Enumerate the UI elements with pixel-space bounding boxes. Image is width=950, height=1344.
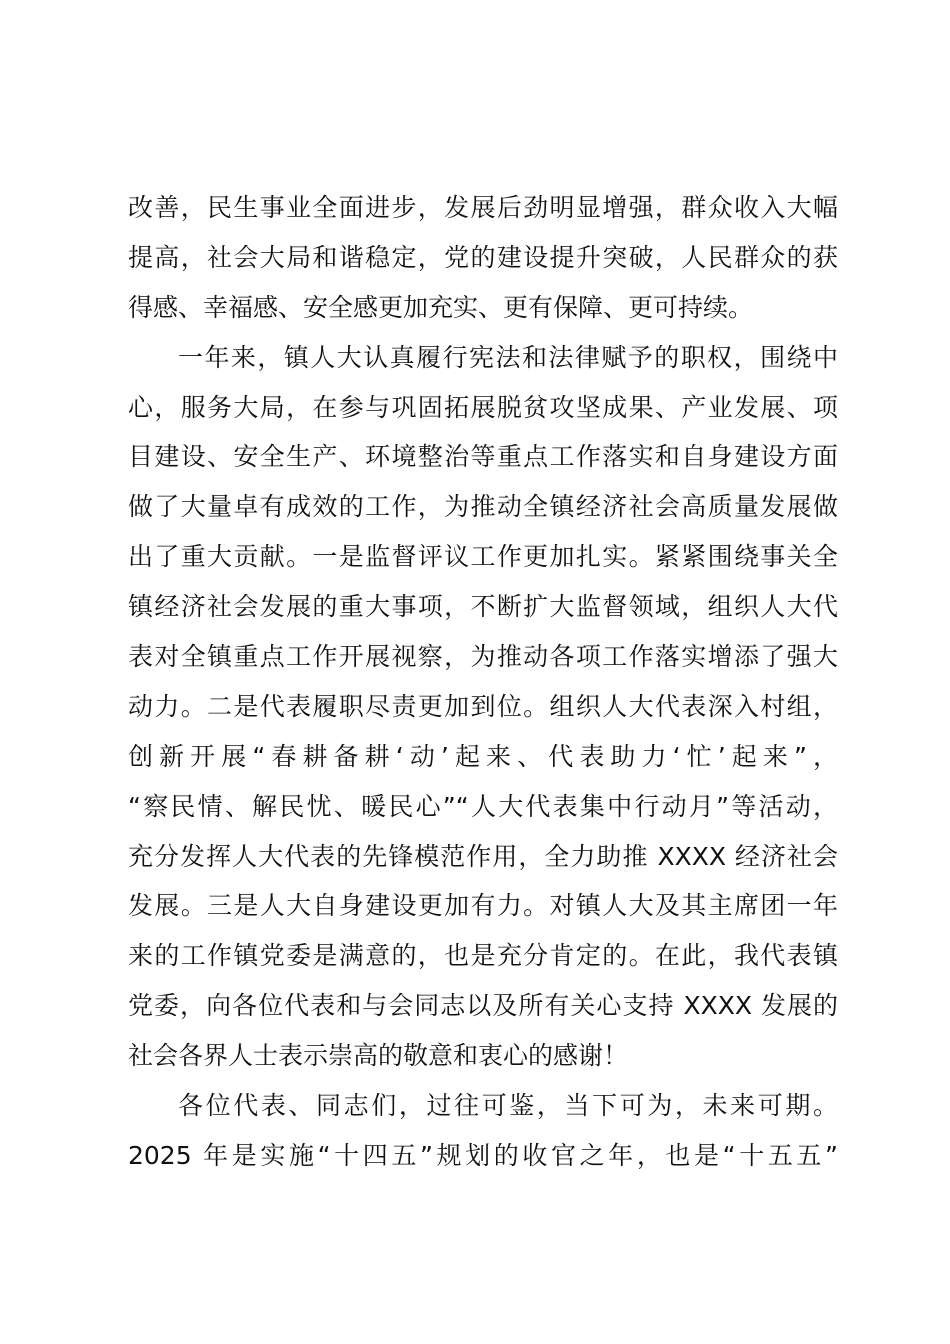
paragraph-first-line: 各位代表、同志们，过往可鉴，当下可为，未来可期。 [178, 1091, 838, 1121]
text-line: 充分发挥人大代表的先锋模范作用，全力助推 XXXX 经济社会 [128, 841, 838, 871]
text-line: 做了大量卓有成效的工作，为推动全镇经济社会高质量发展做 [128, 492, 838, 522]
text-line: 提高，社会大局和谐稳定，党的建设提升突破，人民群众的获 [128, 242, 838, 272]
paragraph-first-line: 一年来，镇人大认真履行宪法和法律赋予的职权，围绕中 [178, 342, 838, 372]
document-body [128, 183, 838, 1181]
text-line: 镇经济社会发展的重大事项，不断扩大监督领域，组织人大代 [128, 592, 838, 622]
text-line: 目建设、安全生产、环境整治等重点工作落实和自身建设方面 [128, 442, 838, 472]
text-line: 心，服务大局，在参与巩固拓展脱贫攻坚成果、产业发展、项 [128, 392, 838, 422]
text-line: 创新开展“春耕备耕‘动’起来、代表助力‘忙’起来”， [128, 741, 838, 771]
text-line: 改善，民生事业全面进步，发展后劲明显增强，群众收入大幅 [128, 193, 838, 222]
text-line: 来的工作镇党委是满意的，也是充分肯定的。在此，我代表镇 [128, 941, 838, 971]
text-line: 得感、幸福感、安全感更加充实、更有保障、更可持续。 [128, 292, 754, 322]
text-line: 动力。二是代表履职尽责更加到位。组织人大代表深入村组， [128, 691, 838, 721]
text-line: 发展。三是人大自身建设更加有力。对镇人大及其主席团一年 [128, 891, 838, 921]
text-line: “察民情、解民忧、暖民心”“人大代表集中行动月”等活动， [128, 791, 838, 821]
text-line: 表对全镇重点工作开展视察，为推动各项工作落实增添了强大 [128, 642, 838, 672]
text-line: 社会各界人士表示崇高的敬意和衷心的感谢！ [128, 1041, 629, 1071]
text-line: 党委，向各位代表和与会同志以及所有关心支持 XXXX 发展的 [128, 991, 838, 1021]
text-line: 出了重大贡献。一是监督评议工作更加扎实。紧紧围绕事关全 [128, 542, 838, 572]
text-line: 2025 年是实施“十四五”规划的收官之年，也是“十五五” [128, 1140, 838, 1170]
